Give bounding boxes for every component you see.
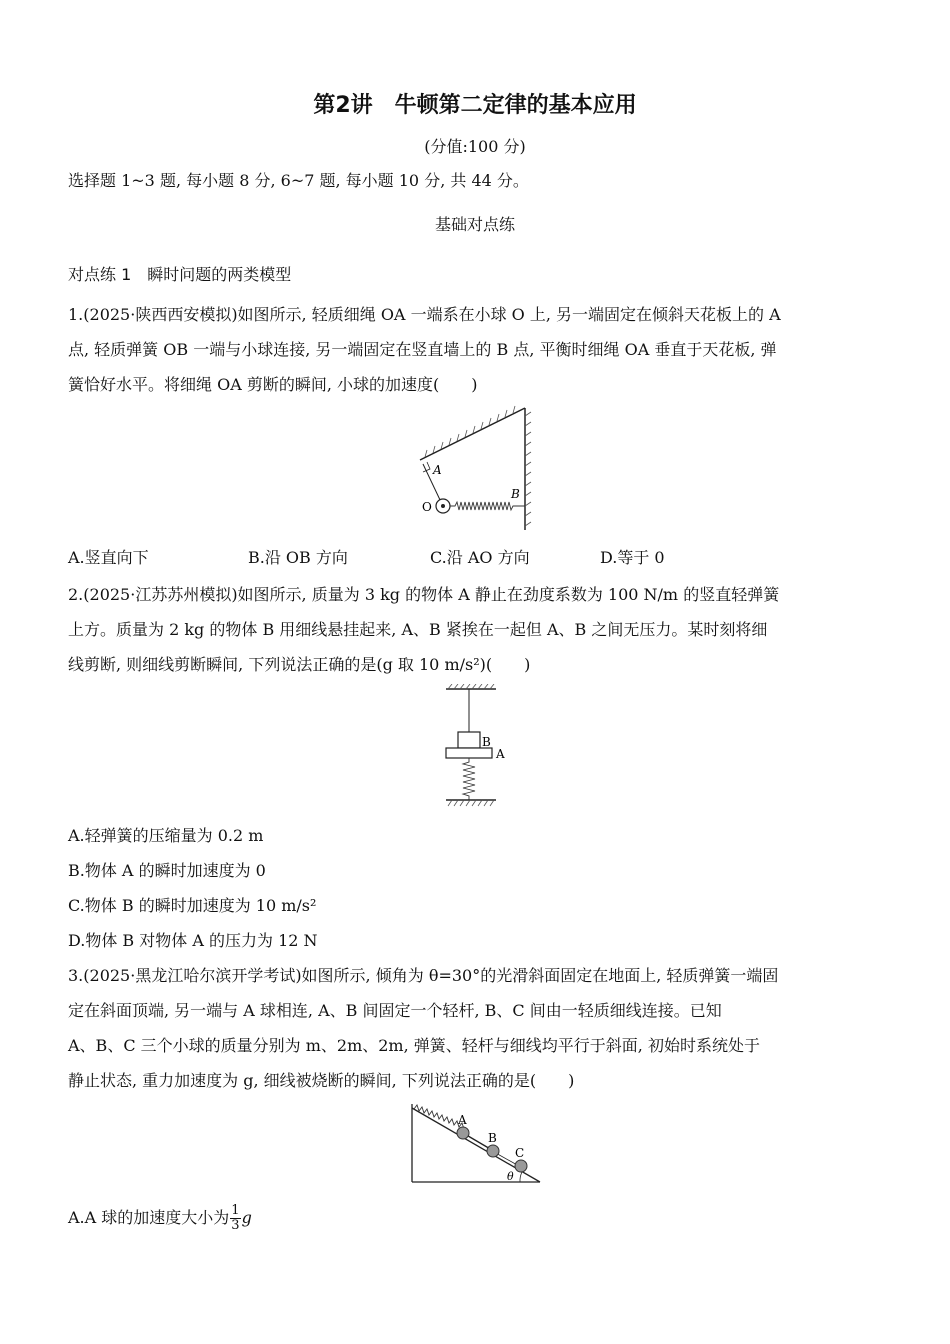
topic-title: 对点练 1 瞬时问题的两类模型 <box>68 265 292 284</box>
q3-line4: 静止状态, 重力加速度为 g, 细线被烧断的瞬间, 下列说法正确的是( ) <box>68 1071 575 1090</box>
fraction-one-third <box>230 1204 240 1233</box>
ball-c <box>515 1160 527 1172</box>
q1-option-a[interactable]: A.竖直向下 <box>68 548 149 567</box>
spring-ob <box>450 502 525 510</box>
ground-hatching <box>448 800 494 806</box>
block-b <box>458 732 480 748</box>
q2-line1: 2.(2025·江苏苏州模拟)如图所示, 质量为 3 kg 的物体 A 静止在劲度系数为 100 N/m 的竖直轻弹簧 <box>68 585 780 604</box>
vertical-spring <box>463 758 475 800</box>
q3-line3: A、B、C 三个小球的质量分别为 m、2m、2m, 弹簧、轻杆与细线均平行于斜面, 初始时系统处于 <box>68 1036 760 1055</box>
score-note: (分值:100 分) <box>424 137 526 156</box>
wall-hatching <box>525 412 531 526</box>
q1-line3: 簧恰好水平。将细绳 OA 剪断的瞬间, 小球的加速度( ) <box>68 375 478 394</box>
ball-a <box>457 1127 469 1139</box>
label-b: B <box>482 735 491 749</box>
label-c: C <box>515 1146 525 1160</box>
q3-option-a-prefix: A.A 球的加速度大小为 <box>68 1208 230 1227</box>
ceiling-hatching <box>425 406 515 457</box>
page-title: 第2讲 牛顿第二定律的基本应用 <box>313 93 637 118</box>
q1-option-b[interactable]: B.沿 OB 方向 <box>248 548 348 567</box>
ball-b <box>487 1145 499 1157</box>
q2-line2: 上方。质量为 2 kg 的物体 B 用细线悬挂起来, A、B 紧挨在一起但 A、B 之间无压力。某时刻将细 <box>68 620 768 639</box>
label-a: A <box>496 747 505 761</box>
instruction-text: 选择题 1~3 题, 每小题 8 分, 6~7 题, 每小题 10 分, 共 44 分。 <box>68 171 529 190</box>
q1-line2: 点, 轻质弹簧 OB 一端与小球连接, 另一端固定在竖直墙上的 B 点, 平衡时细绳 OA 垂直于天花板, 弹 <box>68 340 777 359</box>
label-a: A <box>458 1113 467 1127</box>
plate-a <box>446 748 492 758</box>
label-o: O <box>422 500 432 514</box>
q3-figure <box>408 1100 544 1186</box>
fraction-numerator: 1 <box>231 1203 240 1218</box>
q2-option-c[interactable]: C.物体 B 的瞬时加速度为 10 m/s² <box>68 896 317 915</box>
inclined-ceiling <box>420 408 525 460</box>
q2-figure <box>440 684 520 808</box>
label-b: B <box>511 487 520 501</box>
label-a: A <box>433 463 442 477</box>
label-b: B <box>488 1131 497 1145</box>
q2-option-a[interactable]: A.轻弹簧的压缩量为 0.2 m <box>68 826 264 845</box>
q3-option-a[interactable] <box>68 1200 252 1236</box>
q2-line3: 线剪断, 则细线剪断瞬间, 下列说法正确的是(g 取 10 m/s²)( ) <box>68 655 531 674</box>
q1-option-c[interactable]: C.沿 AO 方向 <box>430 548 530 567</box>
label-theta: θ <box>507 1170 514 1183</box>
q3-line2: 定在斜面顶端, 另一端与 A 球相连, A、B 间固定一个轻杆, B、C 间由一轻质细线连接。已知 <box>68 1001 722 1020</box>
fraction-denominator: 3 <box>231 1218 240 1233</box>
q1-figure <box>415 402 535 534</box>
section-title: 基础对点练 <box>434 215 515 234</box>
q1-line1: 1.(2025·陕西西安模拟)如图所示, 轻质细绳 OA 一端系在小球 O 上, 另一端固定在倾斜天花板上的 A <box>68 305 781 324</box>
incline-spring <box>414 1105 464 1130</box>
q2-option-d[interactable]: D.物体 B 对物体 A 的压力为 12 N <box>68 931 318 950</box>
q3-line1: 3.(2025·黑龙江哈尔滨开学考试)如图所示, 倾角为 θ=30°的光滑斜面固定在地面上, 轻质弹簧一端固 <box>68 966 779 985</box>
q2-option-b[interactable]: B.物体 A 的瞬时加速度为 0 <box>68 861 266 880</box>
angle-arc <box>520 1172 522 1182</box>
q3-option-a-suffix: g <box>241 1208 252 1227</box>
q1-option-d[interactable]: D.等于 0 <box>600 548 665 567</box>
